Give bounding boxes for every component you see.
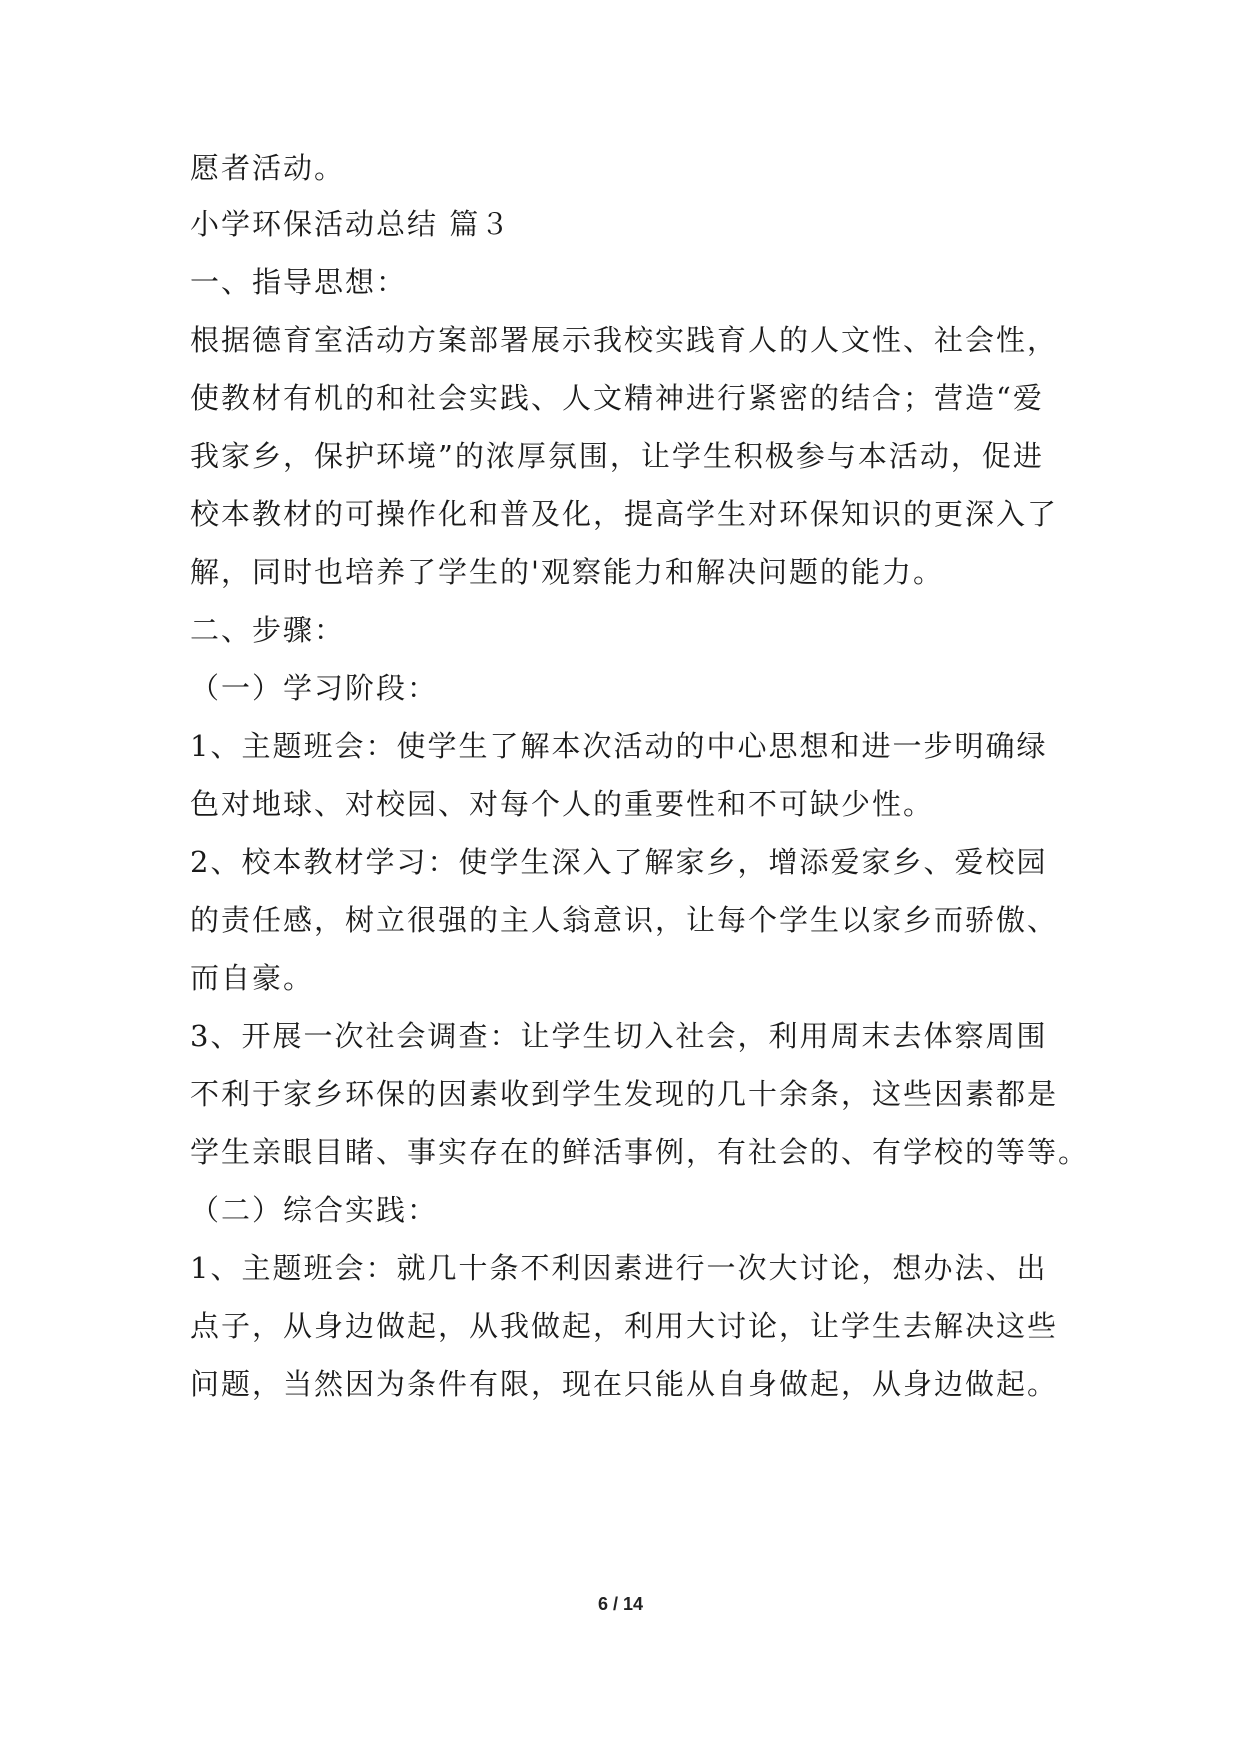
text-line: 我家乡，保护环境”的浓厚氛围，让学生积极参与本活动，促进 [190, 439, 1044, 473]
section-heading: 一、指导思想： [190, 265, 408, 299]
text-line: 学生亲眼目睹、事实存在的鲜活事例，有社会的、有学校的等等。 [190, 1135, 1090, 1169]
page-number: 6 / 14 [597, 1594, 644, 1614]
section-heading: 二、步骤： [190, 613, 346, 647]
text-line: 1、主题班会：使学生了解本次活动的中心思想和进一步明确绿 [190, 729, 1048, 763]
section-heading: （一）学习阶段： [190, 671, 439, 705]
text-line: 点子，从身边做起，从我做起，利用大讨论，让学生去解决这些 [190, 1309, 1059, 1343]
section-heading: （二）综合实践： [190, 1193, 439, 1227]
text-line: 而自豪。 [190, 961, 315, 995]
text-line: 使教材有机的和社会实践、人文精神进行紧密的结合；营造“爱 [190, 381, 1044, 415]
section-heading: 小学环保活动总结 篇３ [190, 207, 512, 241]
text-line: 1、主题班会：就几十条不利因素进行一次大讨论，想办法、出 [190, 1251, 1048, 1285]
text-line: 不利于家乡环保的因素收到学生发现的几十余条，这些因素都是 [190, 1077, 1059, 1111]
text-line: 的责任感，树立很强的主人翁意识，让每个学生以家乡而骄傲、 [190, 903, 1059, 937]
text-line: 色对地球、对校园、对每个人的重要性和不可缺少性。 [190, 787, 935, 821]
text-line: 愿者活动。 [190, 151, 346, 185]
text-line: 根据德育室活动方案部署展示我校实践育人的人文性、社会性， [190, 323, 1059, 357]
text-line: 3、开展一次社会调查：让学生切入社会，利用周末去体察周围 [190, 1019, 1048, 1053]
text-line: 解，同时也培养了学生的'观察能力和解决问题的能力。 [190, 555, 944, 589]
text-line: 问题，当然因为条件有限，现在只能从自身做起，从身边做起。 [190, 1367, 1059, 1401]
text-line: 校本教材的可操作化和普及化，提高学生对环保知识的更深入了 [190, 497, 1059, 531]
text-line: 2、校本教材学习：使学生深入了解家乡，增添爱家乡、爱校园 [190, 845, 1048, 879]
